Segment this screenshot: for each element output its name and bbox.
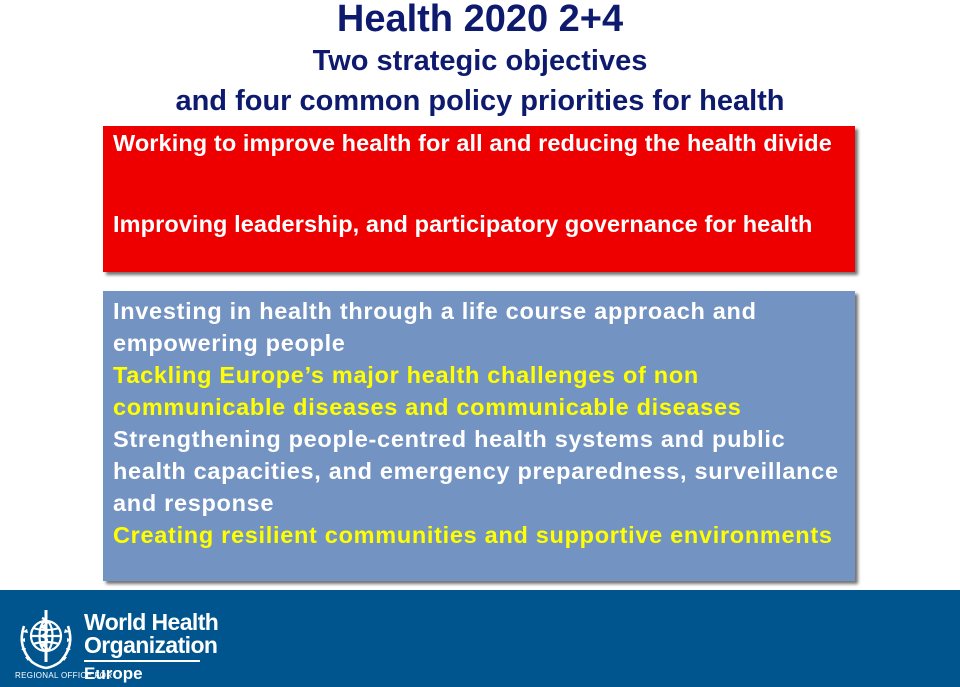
- footer-bar: [0, 590, 960, 687]
- strategic-objectives-box: [103, 126, 855, 272]
- priority-3: Strengthening people-centred health systems and public health capacities, and emergency preparedness, surveillance and response: [113, 426, 839, 516]
- who-emblem-icon: [12, 606, 80, 674]
- objective-1: Working to improve health for all and reducing the health divide: [113, 130, 832, 156]
- page-title: Health 2020 2+4: [336, 0, 624, 40]
- policy-priorities-box: [103, 291, 855, 581]
- logo-divider: [84, 660, 200, 662]
- org-name-line-2: Organization: [84, 632, 218, 658]
- subtitle-line-1: Two strategic objectives: [312, 45, 648, 77]
- priority-2: Tackling Europe’s major health challenges of non communicable diseases and communicable diseases: [113, 362, 742, 420]
- subtitle-line-2: and four common policy priorities for health: [175, 85, 785, 117]
- priority-1: Investing in health through a life course approach and empowering people: [113, 298, 757, 356]
- regional-office-label: REGIONAL OFFICE FOR: [15, 671, 113, 680]
- org-name-line-1: World Health: [84, 609, 219, 635]
- priority-4: Creating resilient communities and supportive environments: [113, 522, 833, 548]
- region-name: Europe: [84, 664, 143, 683]
- objective-2: Improving leadership, and participatory governance for health: [113, 211, 813, 237]
